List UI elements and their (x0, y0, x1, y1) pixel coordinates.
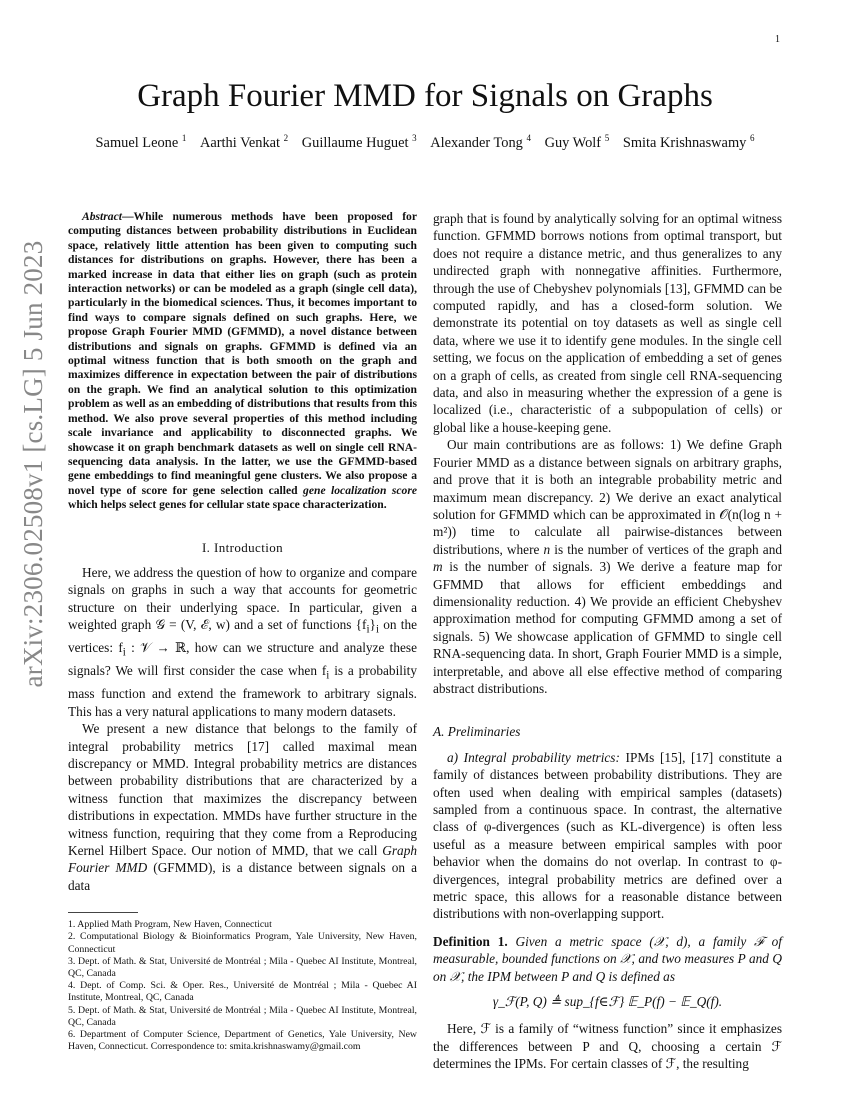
section-heading-introduction: I. Introduction (201, 539, 284, 555)
definition-1: Definition 1. Given a metric space (𝒳, d), a family ℱ of measurable, bounded functions on 𝒳, and two measures P and Q on 𝒳, the IPM between P and Q is defined as (433, 933, 782, 984)
ipm-equation: γ_ℱ(P, Q) ≜ sup_{f∈ℱ} 𝔼_P(f) − 𝔼_Q(f). (492, 994, 723, 1010)
subsection-heading-preliminaries: A. Preliminaries (433, 724, 521, 740)
footnotes (68, 919, 417, 1053)
right-column (433, 210, 782, 1073)
left-column (68, 210, 417, 1053)
page-number: 1 (775, 34, 780, 45)
body-paragraph: Here, ℱ is a family of “witness function” since it emphasizes the differences between P and Q, choosing a certain ℱ determines the IPMs. For certain classes of ℱ, the resulting (433, 1021, 782, 1072)
footnote: 1. Applied Math Program, New Haven, Connecticut (68, 919, 272, 931)
author: Aarthi Venkat $^2$ (199, 133, 289, 151)
ipm-paragraph: a) Integral probability metrics: IPMs [15], [17] constitute a family of distances between probability distributions. They are often used when dealing with empirical samples (datasets) sampled from a continuous space. In contrast, the alternative class of φ-divergences (such as KL-divergence) is often less useful as a measure between empirical samples with poor behavior when the domains do not overlap. In contrast to φ-divergences, integral probability metrics are defined over a metric space, this allows for a reasonable distance between distributions with non-overlapping support. (433, 749, 782, 922)
footnote: 4. Dept. of Comp. Sci. & Oper. Res., Université de Montréal ; Mila - Quebec AI Institute, Montreal, QC, Canada (68, 980, 417, 1004)
footnote: 6. Department of Computer Science, Department of Genetics, Yale University, New Haven, Connecticut. Correspondence to: smita.krishnaswamy@gmail.com (68, 1029, 417, 1053)
paper-title: Graph Fourier MMD for Signals on Graphs (137, 78, 713, 114)
author-list (0, 133, 850, 152)
footnote-divider (68, 912, 138, 913)
complexity-expression: 𝒪(n(log n + m²)) (433, 506, 782, 540)
footnote: 5. Dept. of Math. & Stat, Université de Montréal ; Mila - Quebec AI Institute, Montreal, QC, Canada (68, 1004, 417, 1028)
footnote: 3. Dept. of Math. & Stat, Université de Montréal ; Mila - Quebec AI Institute, Montreal, QC, Canada (68, 955, 417, 980)
intro-paragraph-1: Here, we address the question of how to organize and compare signals on graphs in such a way that accounts for geometric structure on their underlying space. In particular, given a weighted graph 𝒢 = (V, ℰ, w) and a set of functions $\{f_i\}_i$ on the vertices: $f_i$ : 𝒱 → ℝ, how can we structure and analyze these signals? We will first consider the case when $f_i$ is a probability mass function and extend the framework to arbitrary signals. This has a very natural applications to many modern datasets. (68, 564, 418, 719)
author: Alexander Tong $^4$ (430, 133, 531, 151)
intro-paragraph-2: We present a new distance that belongs to the family of integral probability metrics [17] called maximal mean discrepancy or MMD. Integral probability metrics are distances between probability distributions that are characterized by a witness function that maximizes the discrepancy between distributions in expectation. MMDs have further structure in the witness function, requiring that they come from a Reproducing Kernel Hilbert Space. Our notion of MMD, that we call Graph Fourier MMD (GFMMD), is a distance between signals on a data (68, 721, 417, 893)
author: Smita Krishnaswamy $^6$ (622, 133, 755, 151)
author: Samuel Leone $^1$ (95, 133, 187, 151)
arxiv-stamp: arXiv:2306.02508v1 [cs.LG] 5 Jun 2023 (18, 240, 48, 688)
contributions-paragraph: Our main contributions are as follows: 1) We define Graph Fourier MMD as a distance between signals on arbitrary graphs, and prove that it is both an integrable probability metric and maximum mean discrepancy. 2) We derive an exact analytical solution for GFMMD which can be approximated in 𝒪(n(log n + m²)) time to calculate all pairwise-distances between distributions, where n is the number of vertices of the graph and m is the number of signals. 3) We derive a feature map for GFMMD that allows for efficient embeddings and dimensionality reduction. 4) We provide an efficient Chebyshev approximation method for computing GFMMD among a set of signals. 5) We showcase application of GFMMD to single cell RNA-sequencing data. In short, Graph Fourier MMD is a simple, interpretable, and above all else effective method of comparing abstract distributions. (433, 437, 782, 696)
author: Guillaume Huguet $^3$ (301, 133, 417, 151)
abstract-label: Abstract (82, 210, 122, 223)
abstract: Abstract—While numerous methods have been proposed for computing distances between probability distributions in Euclidean space, relatively little attention has been given to computing such distances for distributions on graphs. However, there has been a marked increase in data that either lies on graph (such as protein interaction networks) or can be modeled as a graph (single cell data), particularly in the biomedical sciences. Thus, it becomes important to find ways to compare signals defined on such graphs. Here, we propose Graph Fourier MMD (GFMMD), a novel distance between distributions and signals on graphs. GFMMD is defined via an optimal witness function that is both smooth on the graph and maximizes difference in expectation between the pair of distributions on the graph. We find an analytical solution to this optimization problem as well as an embedding of distributions that results from this method. We also prove several properties of this method including scale invariance and applicability to disconnected graphs. We showcase it on graph benchmark datasets as well on single cell RNA-sequencing data analysis. In the latter, we use the GFMMD-based gene embeddings to find meaningful gene clusters. We also propose a novel type of score for gene selection called gene localization score which helps select genes for cellular state space characterization. (68, 210, 417, 512)
footnote: 2. Computational Biology & Bioinformatics Program, Yale University, New Haven, Connecticut (68, 931, 417, 955)
body-paragraph: graph that is found by analytically solving for an optimal witness function. GFMMD borrows notions from optimal transport, but does not require a distance metric, and thus generalizes to any undirected graph with nonnegative affinities. Furthermore, through the use of Chebyshev polynomials [13], GFMMD can be computed rapidly, and has a closed-form solution. We demonstrate its potential on toy datasets as well as single cell data, where we use it to identify gene modules. In the single cell setting, we focus on the application of embedding a set of genes on a graph of cells, as created from single cell RNA-sequencing data, and also in measuring whether the expression of a gene is localized (i.e., characteristic of a subpopulation of cells) or global like a house-keeping gene. (433, 211, 782, 435)
author: Guy Wolf $^5$ (544, 133, 610, 151)
